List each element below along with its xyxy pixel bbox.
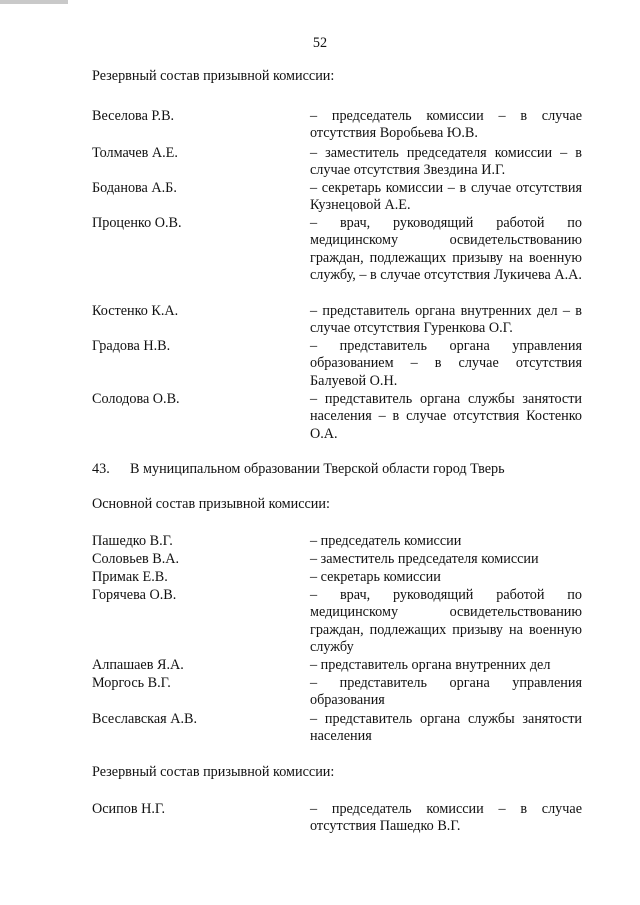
- member-role: – председатель комиссии – в случае отсутствия Пашедко В.Г.: [310, 801, 582, 835]
- member-name: Соловьев В.А.: [92, 551, 180, 567]
- section-title: В муниципальном образовании Тверской области город Тверь: [130, 461, 505, 477]
- member-role: – председатель комиссии: [310, 533, 462, 549]
- member-role: – заместитель председателя комиссии – в случае отсутствия Звездина И.Г.: [310, 145, 582, 179]
- member-name: Пашедко В.Г.: [92, 533, 173, 549]
- member-name: Горячева О.В.: [92, 587, 177, 603]
- member-name: Осипов Н.Г.: [92, 801, 166, 817]
- member-role: – представитель органа внутренних дел – в случае отсутствия Гуренкова О.Г.: [310, 303, 582, 337]
- member-name: Боданова А.Б.: [92, 180, 177, 196]
- member-role: – представитель органа управления образованием – в случае отсутствия Балуевой О.Н.: [310, 338, 582, 389]
- member-role: – секретарь комиссии – в случае отсутствия Кузнецовой А.Е.: [310, 180, 582, 214]
- member-name: Алпашаев Я.А.: [92, 657, 184, 673]
- member-role: – представитель органа службы занятости населения – в случае отсутствия Костенко О.А.: [310, 391, 582, 442]
- member-name: Всеславская А.В.: [92, 711, 198, 727]
- member-role: – представитель органа внутренних дел: [310, 657, 551, 673]
- member-role: – представитель органа управления образования: [310, 675, 582, 709]
- member-role: – врач, руководящий работой по медицинскому освидетельствованию граждан, подлежащих призыву на военную службу, – в случае отсутствия Лукичева А.А.: [310, 215, 582, 284]
- member-name: Толмачев А.Е.: [92, 145, 178, 161]
- scan-edge-mark: [0, 0, 68, 4]
- member-role: – представитель органа службы занятости населения: [310, 711, 582, 745]
- reserve-heading: Резервный состав призывной комиссии:: [92, 68, 335, 84]
- member-role: – заместитель председателя комиссии: [310, 551, 539, 567]
- member-name: Примак Е.В.: [92, 569, 168, 585]
- member-name: Веселова Р.В.: [92, 108, 175, 124]
- section-number: 43.: [92, 461, 110, 477]
- member-name: Проценко О.В.: [92, 215, 182, 231]
- reserve-heading: Резервный состав призывной комиссии:: [92, 764, 335, 780]
- main-heading: Основной состав призывной комиссии:: [92, 496, 330, 512]
- page-number: 52: [312, 35, 328, 51]
- member-role: – секретарь комиссии: [310, 569, 441, 585]
- member-role: – врач, руководящий работой по медицинскому освидетельствованию граждан, подлежащих призыву на военную службу: [310, 587, 582, 656]
- member-name: Солодова О.В.: [92, 391, 180, 407]
- member-name: Моргось В.Г.: [92, 675, 171, 691]
- member-name: Костенко К.А.: [92, 303, 179, 319]
- member-name: Градова Н.В.: [92, 338, 171, 354]
- member-role: – председатель комиссии – в случае отсутствия Воробьева Ю.В.: [310, 108, 582, 142]
